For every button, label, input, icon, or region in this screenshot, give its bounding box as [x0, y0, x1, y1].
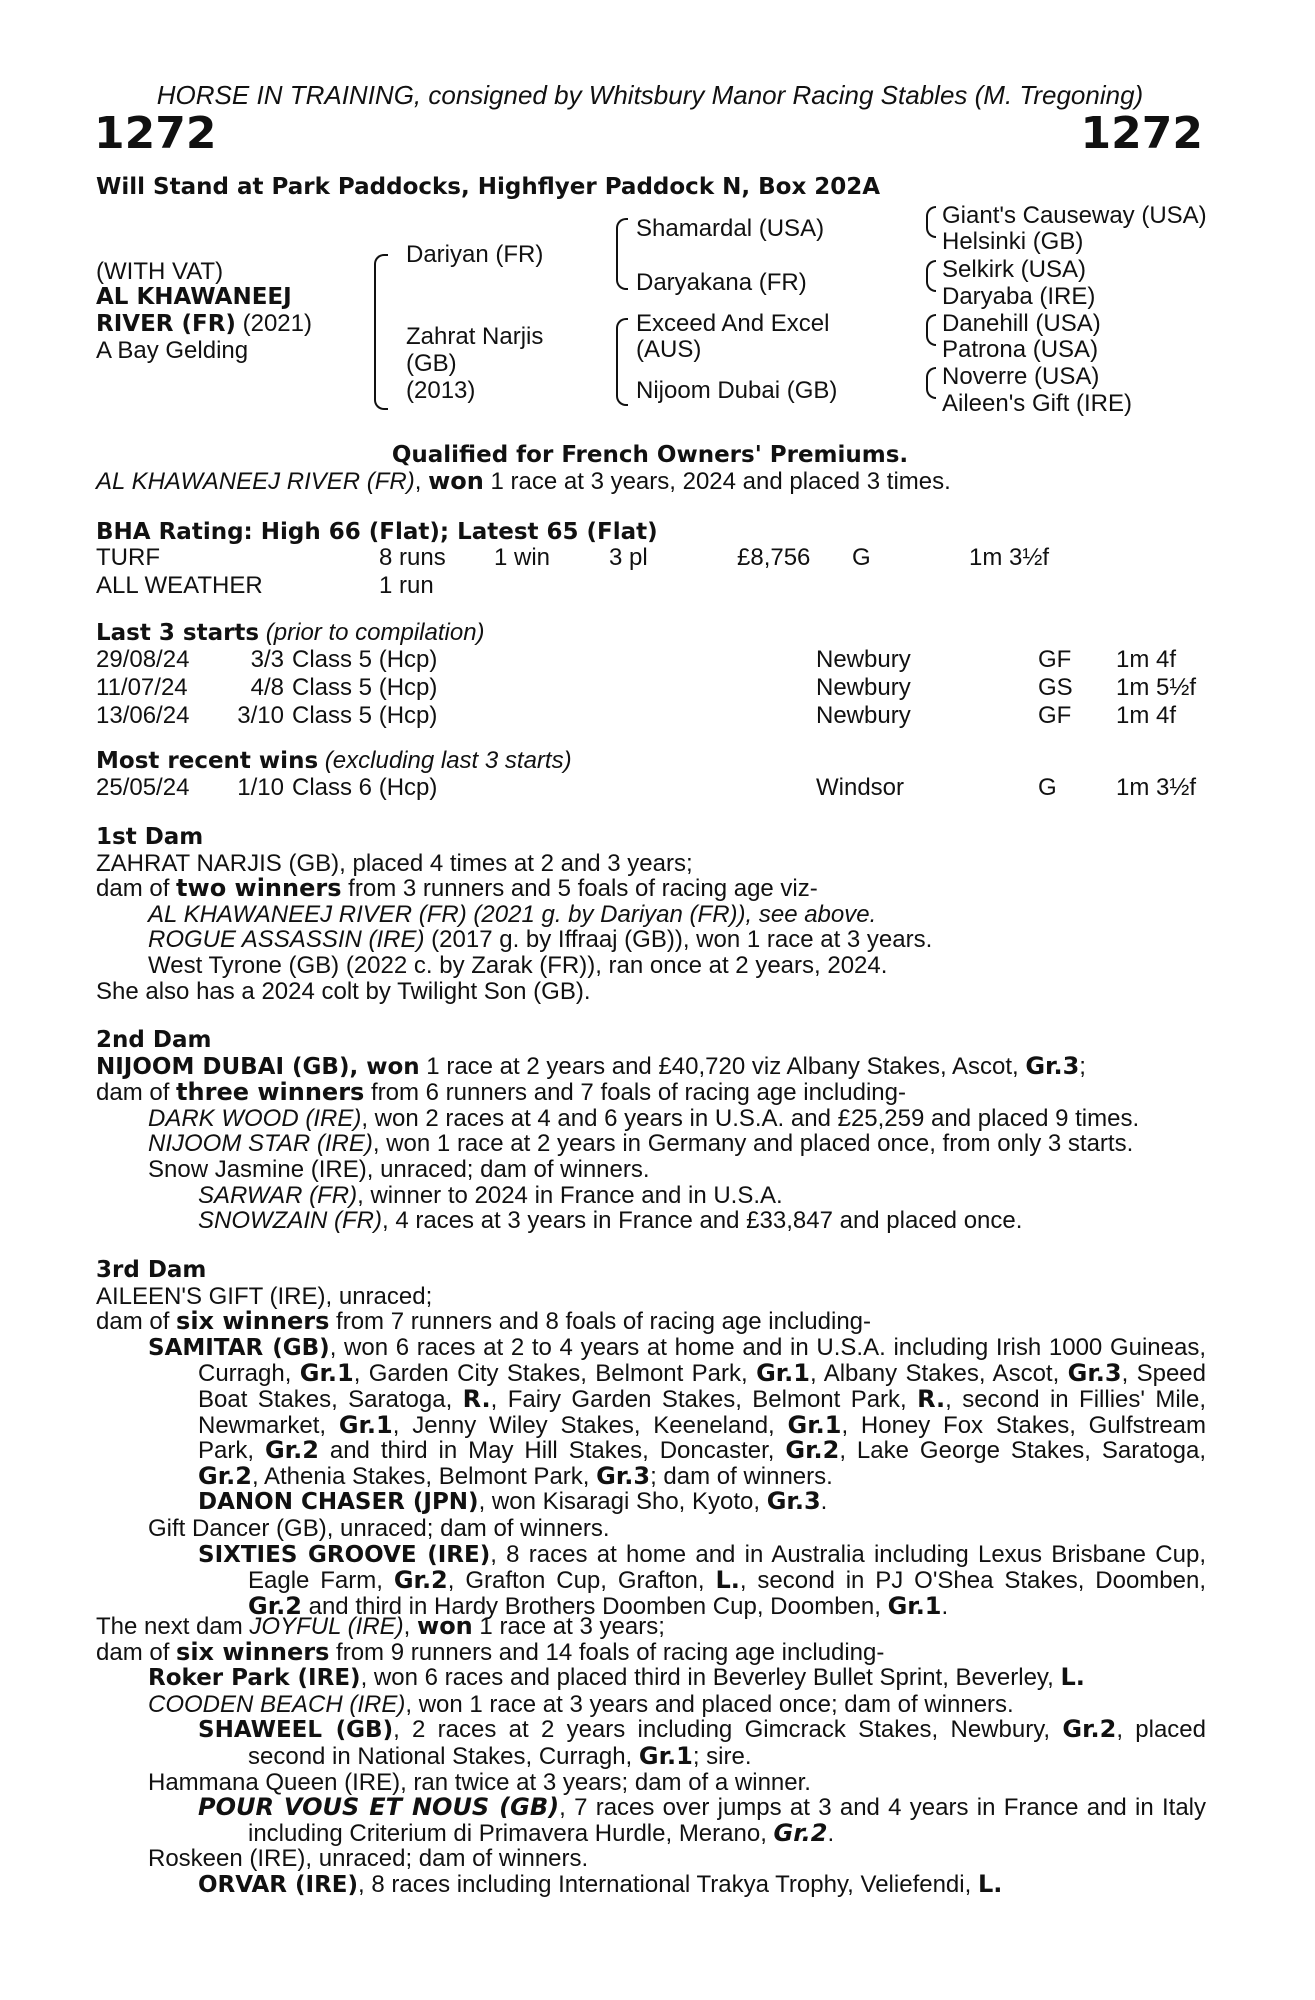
text-run: Gr.1 [756, 1359, 810, 1388]
rating-row [96, 572, 1089, 600]
rating-surface: ALL WEATHER [96, 572, 263, 599]
produce-item-samitar [96, 1335, 1206, 1490]
rating-distance: 1m 3½f [969, 544, 1050, 571]
third-dam-produce [96, 1309, 1206, 1335]
text-run: , Jenny Wiley Stakes, Keeneland, [392, 1411, 788, 1439]
race-going: GS [1038, 674, 1073, 701]
race-course: Windsor [816, 774, 905, 801]
produce-item [96, 1106, 1206, 1132]
third-dam-line: AILEEN'S GIFT (IRE), unraced; [96, 1282, 433, 1310]
summary-rest: 1 race at 3 years, 2024 and placed 3 times. [483, 468, 951, 495]
text-run: L. [977, 1869, 1003, 1898]
text-run: , won Kisaragi Sho, Kyoto, [478, 1488, 767, 1516]
pedigree-brace-main [374, 254, 388, 410]
text-run: , placed second in National Stakes, Curragh, [248, 1716, 1207, 1770]
text-run: , Fairy Garden Stakes, Belmont Park, [490, 1385, 918, 1413]
last3-heading [96, 620, 485, 646]
text-run: DARK WOOD (IRE) [148, 1104, 362, 1132]
horse-name-line2 [96, 311, 312, 337]
text-run: from 7 runners and 8 foals of racing age including- [329, 1308, 872, 1336]
dam-dam: Nijoom Dubai (GB) [636, 377, 838, 404]
text-run: , Speed Boat Stakes, Saratoga, [198, 1360, 1206, 1413]
text-run: , Lake George Stakes, Saratoga, [839, 1437, 1206, 1465]
race-distance: 1m 3½f [1116, 774, 1197, 801]
first-dam-note: She also has a 2024 colt by Twilight Son (GB). [96, 977, 591, 1005]
text-run: L. [715, 1566, 740, 1595]
race-date: 29/08/24 [96, 646, 190, 673]
produce-item [96, 1692, 1206, 1718]
second-dam-title: 2nd Dam [96, 1027, 212, 1053]
produce-item [96, 902, 1206, 928]
text-run: , won 2 races at 4 and 6 years in U.S.A. and £25,259 and placed 9 times. [361, 1104, 1140, 1132]
rating-wins: 1 win [494, 544, 551, 571]
produce-item: Roskeen (IRE), unraced; dam of winners. [148, 1845, 589, 1873]
text-run: Gr.2 [1062, 1715, 1117, 1744]
sire-dam: Daryakana (FR) [636, 269, 807, 296]
text-run: Gr.1 [887, 1591, 942, 1620]
summary-won: won [428, 467, 484, 495]
next-dam-line [96, 1614, 1206, 1640]
rating-distance [969, 572, 1089, 600]
text-run: POUR VOUS ET NOUS (GB) [198, 1793, 560, 1822]
text-run: , won 1 race at 3 years and placed once; dam of winners. [405, 1690, 1014, 1718]
text-run: dam of [96, 875, 177, 903]
text-run: SIXTIES GROOVE (IRE) [198, 1541, 491, 1568]
race-position: 3/10 [237, 702, 284, 729]
text-run: AL KHAWANEEJ RIVER (FR) [148, 900, 467, 928]
race-going: GF [1038, 702, 1072, 729]
second-dam-section [96, 1028, 1206, 1234]
gen3-ddd: Aileen's Gift (IRE) [942, 390, 1132, 417]
produce-item [96, 1869, 1206, 1899]
text-run: , Grafton Cup, Grafton, [447, 1567, 716, 1595]
rating-placed [609, 572, 737, 600]
recent-title: Most recent wins [96, 748, 319, 774]
gen3-ssd: Helsinki (GB) [942, 228, 1084, 255]
bha-rating-title: BHA Rating: High 66 (Flat); Latest 65 (Flat) [96, 519, 658, 545]
text-run: Gr.2 [248, 1591, 302, 1620]
produce-item: Snow Jasmine (IRE), unraced; dam of winners. [148, 1155, 650, 1183]
text-run: , Garden City Stakes, Belmont Park, [353, 1360, 757, 1388]
horse-description: A Bay Gelding [96, 337, 249, 364]
race-course: Newbury [816, 646, 911, 673]
race-position: 3/3 [250, 646, 284, 673]
race-position: 4/8 [250, 674, 284, 701]
text-run: . [820, 1488, 828, 1516]
produce-item [96, 1183, 1206, 1209]
text-run: two winners [176, 874, 342, 903]
text-run: Gr.1 [338, 1410, 393, 1439]
produce-item-sixties [96, 1542, 1206, 1620]
text-run: Gr.3 [1067, 1359, 1122, 1388]
text-run: , won 6 races and placed third in Beverley Bullet Sprint, Beverley, [360, 1664, 1061, 1692]
text-run: six winners [176, 1637, 330, 1666]
produce-item-shaweel [96, 1717, 1206, 1769]
produce-item-pour-vous [96, 1795, 1206, 1846]
recent-note: (excluding last 3 starts) [318, 747, 572, 774]
gen3-sss: Giant's Causeway (USA) [942, 202, 1207, 229]
text-run: . [827, 1819, 835, 1847]
race-going: G [1038, 774, 1057, 801]
produce-item [96, 1489, 1206, 1516]
race-course: Newbury [816, 702, 911, 729]
text-run: Gr.3 [766, 1487, 821, 1516]
race-distance: 1m 5½f [1116, 674, 1197, 701]
next-dam-section [96, 1614, 1206, 1899]
gen3-dss: Danehill (USA) [942, 310, 1101, 337]
text-run: L. [1060, 1663, 1085, 1692]
first-dam-produce [96, 876, 1206, 902]
produce-item: West Tyrone (GB) (2022 c. by Zarak (FR)), ran once at 2 years, 2024. [148, 951, 888, 979]
produce-item [96, 1208, 1206, 1234]
race-distance: 1m 4f [1116, 646, 1177, 673]
last3-title: Last 3 starts [96, 620, 260, 646]
second-dam-produce [96, 1080, 1206, 1106]
text-run: R. [917, 1384, 946, 1413]
text-run: , second in Fillies' Mile, Newmarket, [198, 1385, 1207, 1439]
text-run: ; sire. [692, 1742, 752, 1770]
gen3-sds: Selkirk (USA) [942, 256, 1087, 283]
summary-horse: AL KHAWANEEJ RIVER (FR) [96, 468, 415, 495]
race-position: 1/10 [237, 774, 284, 801]
consignor-line: HORSE IN TRAINING, consigned by Whitsbury Manor Racing Stables (M. Tregoning) [156, 80, 1144, 110]
text-run: and third in Hardy Brothers Doomben Cup, Doomben, [301, 1592, 888, 1620]
text-run: NIJOOM STAR (IRE) [148, 1130, 373, 1158]
first-dam-line: ZAHRAT NARJIS (GB), placed 4 times at 2 and 3 years; [96, 849, 693, 877]
text-run: dam of [96, 1079, 177, 1107]
race-class: Class 5 (Hcp) [292, 674, 438, 701]
race-row [96, 774, 1226, 802]
race-going: GF [1038, 646, 1072, 673]
race-summary: AL KHAWANEEJ RIVER (FR), won 1 race at 3 years, 2024 and placed 3 times. [96, 467, 951, 495]
race-class: Class 5 (Hcp) [292, 646, 438, 673]
pedigree-brace-sire [616, 218, 628, 290]
recent-table [96, 774, 1226, 802]
dam-line3: (2013) [406, 377, 476, 404]
text-run: Gr.3 [1025, 1051, 1080, 1080]
text-run: 1 race at 2 years and £40,720 viz Albany Stakes, Ascot, [419, 1052, 1026, 1080]
vat-note: (WITH VAT) [96, 258, 224, 285]
recent-heading [96, 748, 572, 774]
rating-runs: 8 runs [379, 544, 446, 571]
text-run: dam of [96, 1308, 177, 1336]
text-run: SARWAR (FR) [198, 1181, 358, 1209]
brace-ss [926, 206, 936, 238]
brace-dd [926, 367, 936, 399]
race-class: Class 5 (Hcp) [292, 702, 438, 729]
produce-item [96, 927, 1206, 953]
text-run: Gr.1 [787, 1410, 842, 1439]
rating-wins [494, 572, 609, 600]
sire-sire: Shamardal (USA) [636, 215, 825, 242]
pedigree-brace-dam [616, 318, 628, 406]
text-run: SAMITAR (GB) [148, 1334, 330, 1361]
sire: Dariyan (FR) [406, 241, 544, 268]
race-date: 25/05/24 [96, 774, 190, 801]
rating-table [96, 544, 1089, 600]
text-run: COODEN BEACH (IRE) [148, 1690, 406, 1718]
race-distance: 1m 4f [1116, 702, 1177, 729]
text-run: Gr.1 [299, 1359, 354, 1388]
brace-sd [926, 260, 936, 292]
text-run: Gr.2 [785, 1436, 840, 1465]
text-run: dam of [96, 1638, 177, 1666]
text-run: six winners [176, 1307, 330, 1336]
rating-surface: TURF [96, 544, 160, 571]
text-run: . [941, 1592, 949, 1620]
dam-line1: Zahrat Narjis [406, 323, 544, 350]
next-dam-produce [96, 1637, 1206, 1666]
text-run: Gr.1 [638, 1741, 693, 1770]
last3-note: (prior to compilation) [259, 619, 485, 646]
text-run: Gr.2 [773, 1818, 828, 1847]
text-run: The next dam [96, 1613, 250, 1640]
gen3-dsd: Patrona (USA) [942, 336, 1099, 363]
text-run: , second in PJ O'Shea Stakes, Doomben, [739, 1567, 1207, 1595]
dam-sire-line1: Exceed And Excel [636, 310, 830, 337]
text-run: Gr.3 [596, 1461, 651, 1490]
text-run: NIJOOM DUBAI (GB), won [96, 1053, 420, 1080]
text-run: , Honey Fox Stakes, Gulfstream Park, [198, 1411, 1206, 1465]
horse-year: (2021) [235, 310, 312, 337]
text-run: , 4 races at 3 years in France and £33,847 and placed once. [381, 1207, 1023, 1235]
text-run: , [403, 1613, 418, 1640]
gen3-dds: Noverre (USA) [942, 363, 1100, 390]
french-premium-note: Qualified for French Owners' Premiums. [391, 442, 909, 468]
rating-prize [737, 572, 852, 600]
rating-going [852, 572, 969, 600]
text-run: , 7 races over jumps at 3 and 4 years in France and in Italy including Criterium di Primavera Hurdle, Merano, [248, 1794, 1206, 1847]
rating-runs: 1 run [379, 572, 434, 599]
produce-item [96, 1131, 1206, 1157]
dam-sire-line2: (AUS) [636, 336, 702, 363]
gen3-sdd: Daryaba (IRE) [942, 283, 1096, 310]
race-row [96, 702, 1226, 730]
produce-item: Hammana Queen (IRE), ran twice at 3 years; dam of a winner. [148, 1768, 811, 1796]
text-run: , Albany Stakes, Ascot, [810, 1360, 1068, 1388]
text-run: ROGUE ASSASSIN (IRE) [148, 926, 425, 954]
text-run: Gr.2 [198, 1461, 252, 1490]
text-run: won [417, 1612, 473, 1640]
text-run: ; dam of winners. [650, 1462, 833, 1490]
horse-name-suffix: RIVER (FR) [96, 311, 236, 337]
horse-name-line1: AL KHAWANEEJ [96, 284, 292, 310]
text-run: Roker Park (IRE) [148, 1665, 361, 1692]
text-run: 1 race at 3 years; [472, 1613, 665, 1640]
text-run: JOYFUL (IRE) [249, 1613, 404, 1640]
race-course: Newbury [816, 674, 911, 701]
produce-item: Gift Dancer (GB), unraced; dam of winners. [148, 1514, 610, 1542]
brace-ds [926, 314, 936, 346]
text-run: Gr.2 [393, 1566, 448, 1595]
race-row [96, 674, 1226, 702]
text-run: , 8 races including International Trakya Trophy, Veliefendi, [358, 1870, 978, 1898]
text-run: and third in May Hill Stakes, Doncaster, [318, 1437, 786, 1465]
text-run: , Athenia Stakes, Belmont Park, [251, 1462, 597, 1490]
rating-placed: 3 pl [609, 544, 648, 571]
text-run: , 2 races at 2 years including Gimcrack Stakes, Newbury, [393, 1716, 1063, 1744]
text-run: DANON CHASER (JPN) [198, 1489, 479, 1516]
text-run: from 6 runners and 7 foals of racing age including- [364, 1079, 906, 1107]
third-dam-section [96, 1258, 1206, 1619]
third-dam-title: 3rd Dam [96, 1257, 207, 1283]
first-dam-section [96, 825, 1206, 1004]
produce-item [96, 1665, 1206, 1692]
last3-table [96, 646, 1226, 730]
rating-prize: £8,756 [737, 544, 811, 571]
text-run: , winner to 2024 in France and in U.S.A. [357, 1181, 783, 1209]
text-run: from 9 runners and 14 foals of racing age including- [329, 1638, 885, 1666]
text-run: Gr.2 [264, 1436, 319, 1465]
text-run: from 3 runners and 5 foals of racing age viz- [341, 875, 818, 903]
lot-number-right: 1272 [1080, 108, 1203, 159]
race-date: 13/06/24 [96, 702, 190, 729]
dam-line2: (GB) [406, 350, 457, 377]
text-run: SHAWEEL (GB) [198, 1717, 394, 1744]
text-run: ; [1079, 1052, 1086, 1080]
lot-number-left: 1272 [94, 108, 217, 159]
first-dam-title: 1st Dam [96, 824, 204, 850]
race-class: Class 6 (Hcp) [292, 774, 438, 801]
text-run: SNOWZAIN (FR) [198, 1207, 382, 1235]
race-date: 11/07/24 [96, 674, 188, 701]
text-run: , won 6 races at 2 to 4 years at home and in U.S.A. including Irish 1000 Guineas, Curragh, [198, 1333, 1206, 1388]
text-run: , 8 races at home and in Australia including Lexus Brisbane Cup, Eagle Farm, [248, 1540, 1207, 1595]
rating-row [96, 544, 1089, 572]
rating-going: G [852, 544, 871, 571]
stand-location: Will Stand at Park Paddocks, Highflyer Paddock N, Box 202A [96, 174, 881, 200]
race-row [96, 646, 1226, 674]
second-dam-line [96, 1051, 1206, 1081]
text-run: R. [462, 1384, 491, 1413]
text-run: ORVAR (IRE) [198, 1871, 359, 1898]
text-run: (2021 g. by Dariyan (FR)), see above. [466, 900, 877, 928]
text-run: , won 1 race at 2 years in Germany and placed once, from only 3 starts. [372, 1130, 1134, 1158]
text-run: three winners [176, 1078, 365, 1107]
text-run: (2017 g. by Iffraaj (GB)), won 1 race at 3 years. [424, 926, 933, 954]
